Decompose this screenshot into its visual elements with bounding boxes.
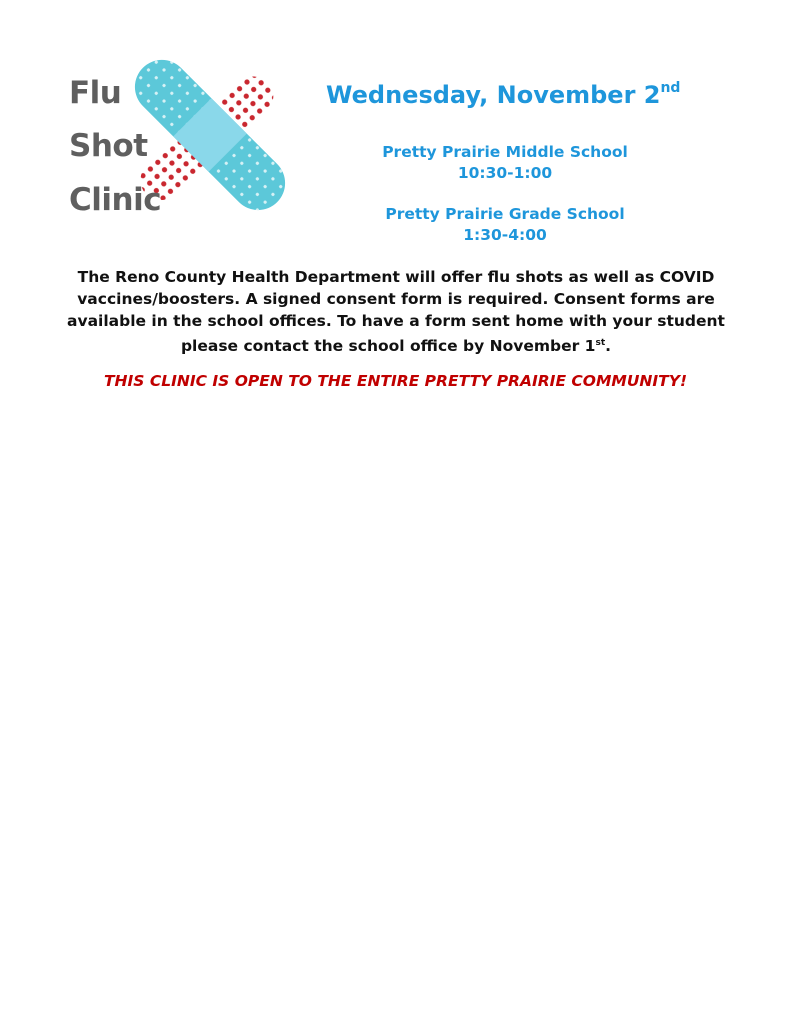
logo-text-clinic: Clinic	[69, 182, 162, 218]
location-name: Pretty Prairie Middle School	[382, 143, 628, 161]
location-time: 1:30-4:00	[463, 226, 547, 244]
location-time: 10:30-1:00	[457, 164, 553, 182]
community-notice: THIS CLINIC IS OPEN TO THE ENTIRE PRETTY PRAIRIE COMMUNITY!	[103, 372, 688, 390]
clinic-description	[50, 266, 742, 357]
location-middle-school	[320, 142, 690, 184]
location-name: Pretty Prairie Grade School	[385, 205, 625, 223]
event-date-suffix: nd	[660, 80, 681, 96]
flu-shot-clinic-logo	[60, 50, 310, 230]
event-date	[326, 80, 746, 109]
logo-text-shot: Shot	[69, 128, 148, 164]
location-grade-school	[320, 204, 690, 246]
event-date-text: Wednesday, November 2	[326, 81, 661, 109]
description-end: .	[605, 337, 612, 355]
description-suffix: st	[595, 338, 606, 348]
logo-text-flu: Flu	[69, 75, 122, 111]
description-text: The Reno County Health Department will offer flu shots as well as COVID vaccines/boosters. A signed consent form is required. Consent forms are available in the school offices. To have a form sent home with your student please contact the school office by November 1	[67, 268, 725, 355]
